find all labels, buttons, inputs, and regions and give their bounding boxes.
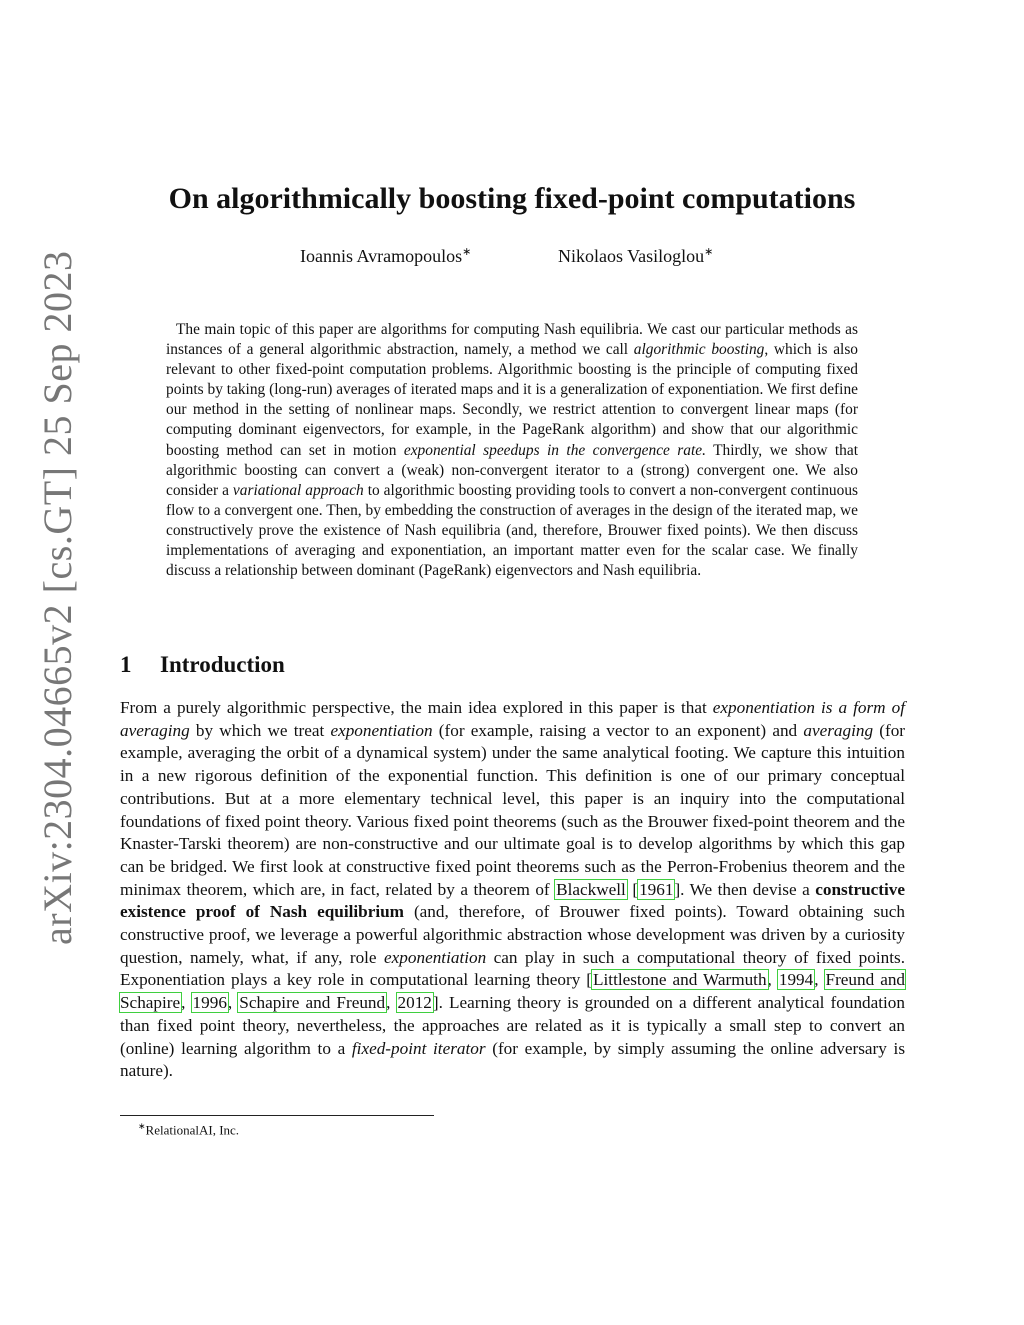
author-name: Nikolaos Vasiloglou <box>558 246 705 266</box>
author-1 <box>300 245 471 267</box>
body-text: (for example, by simply assuming the online adversary is nature). <box>120 1038 906 1081</box>
body-emphasis: fixed-point iterator <box>351 1038 486 1058</box>
section-title: Introduction <box>160 652 285 677</box>
section-heading <box>120 652 720 678</box>
citation-link-1996[interactable]: 1996 <box>192 993 227 1013</box>
author-name: Ioannis Avramopoulos <box>300 246 463 266</box>
introduction-paragraph: From a purely algorithmic perspective, the main idea explored in this paper is that exponentiation is a form of averaging by which we treat exponentiation (for example, raising a vector to an exponent) and averaging (for example, averaging the orbit of a dynamical system) under the same analytical footing. We capture this intuition in a new rigorous definition of the exponential function. This definition is one of our primary conceptual contributions. But at a more elementary technical level, this paper is an inquiry into the computational foundations of fixed point theory. Various fixed point theorems (such as the Brouwer fixed-point theorem and the Knaster-Tarski theorem) are non-constructive and our ultimate goal is to develop algorithms by which this gap can be bridged. We first look at constructive fixed point theorems such as the Perron-Frobenius theorem and the minimax theorem, which are, in fact, related by a theorem of Blackwell [1961]. We then devise a constructive existence proof of Nash equilibrium (and, therefore, of Brouwer fixed points). Toward obtaining such constructive proof, we leverage a powerful algorithmic abstraction whose development was driven by a curiosity question, namely, what, if any, role exponentiation can play in such a computational theory of fixed points. Exponentiation plays a key role in computational learning theory [Littlestone and Warmuth, 1994, Freund and Schapire, 1996, Schapire and Freund, 2012]. Learning theory is grounded on a different analytical foundation than fixed point theory, nevertheless, the approaches are related as it is typically a small step to convert an (online) learning algorithm to a fixed-point iterator (for example, by simply assuming the online adversary is nature). <box>120 698 906 1081</box>
body-emphasis: exponentiation is a form of averaging <box>120 698 905 740</box>
body-text: can play in such a computational theory of fixed points. Exponentiation plays a key role in computational learning theory [ <box>120 947 905 990</box>
body-text: (and, therefore, of Brouwer fixed points). Toward obtaining such constructive proof, we leverage a powerful algorithmic abstraction whose development was driven by a curiosity question, namely, what, if any, role <box>120 902 905 967</box>
body-emphasis: exponentiation <box>384 947 487 967</box>
author-footnote-mark: ∗ <box>462 246 472 258</box>
citation-link-2012[interactable]: 2012 <box>397 993 432 1013</box>
citation-link-schapire-freund[interactable]: Schapire and Freund <box>239 993 386 1013</box>
body-emphasis: exponentiation <box>330 720 433 740</box>
footnote-divider <box>120 1115 434 1116</box>
author-list <box>0 245 1024 269</box>
citation-link-freund-schapire[interactable]: Freund and Schapire <box>120 970 906 1013</box>
body-text: ]. Learning theory is grounded on a different analytical foundation than fixed point theory, nevertheless, the approaches are related as it is typically a small step to convert an (online) learning algorithm to a <box>120 993 905 1058</box>
body-text: (for example, raising a vector to an exponent) and <box>432 720 804 740</box>
body-emphasis: averaging <box>803 720 874 740</box>
author-2 <box>558 245 713 267</box>
body-bold: constructive existence proof of Nash equilibrium <box>120 879 905 922</box>
abstract-text: , which is also relevant to other fixed-point computation problems. Algorithmic boosting is the principle of computing fixed points by taking (long-run) averages of iterated maps and it is a generalization of exponentiation. We first define our method in the setting of nonlinear maps. Secondly, we restrict attention to convergent linear maps (for computing dominant eigenvectors, for example, in the PageRank algorithm) and show that our algorithmic boosting method can set in motion <box>166 341 859 459</box>
body-text: From a purely algorithmic perspective, the main idea explored in this paper is that <box>120 698 713 717</box>
citation-link-1994[interactable]: 1994 <box>778 970 814 990</box>
abstract-emphasis: exponential speedups in the convergence rate. <box>403 441 706 459</box>
body-text: by which we treat <box>189 720 331 740</box>
body-text: (for example, averaging the orbit of a dynamical system) under the same analytical footing. We capture this intuition in a new rigorous definition of the exponential function. This definition is one of our primary conceptual contributions. But at a more elementary technical level, this paper is an inquiry into the computational foundations of fixed point theory. Various fixed point theorems (such as the Brouwer fixed-point theorem and the Knaster-Tarski theorem) are non-constructive and our ultimate goal is to develop algorithms by which this gap can be bridged. We first look at constructive fixed point theorems such as the Perron-Frobenius theorem and the minimax theorem, which are, in fact, related by a theorem of <box>120 720 906 899</box>
abstract-text: Thirdly, we show that algorithmic boosting can convert a (weak) non-convergent iterator to a (strong) convergent one. We also consider a <box>166 441 858 499</box>
arxiv-identifier: arXiv:2304.04665v2 [cs.GT] 25 Sep 2023 <box>35 250 80 945</box>
paper-title: On algorithmically boosting fixed-point computations <box>168 182 856 215</box>
footnote-text: RelationalAI, Inc. <box>145 1122 240 1138</box>
citation-link-blackwell[interactable]: Blackwell <box>556 879 626 899</box>
body-text: ]. We then devise a <box>674 879 816 899</box>
abstract-text: The main topic of this paper are algorithms for computing Nash equilibria. We cast our particular methods as instances of a general algorithmic abstraction, namely, a method we call <box>166 321 858 359</box>
citation-link-1961[interactable]: 1961 <box>639 879 674 899</box>
abstract-text: to algorithmic boosting providing tools to convert a non-convergent continuous flow to a convergent one. Then, by embedding the construction of averages in the design of the iterated map, we constructively prove the existence of Nash equilibria (and, therefore, Brouwer fixed points). We then discuss implementations of averaging and exponentiation, an important matter even for the scalar case. We finally discuss a relationship between dominant (PageRank) eigenvectors and Nash equilibria. <box>166 481 859 580</box>
footnote-mark: ∗ <box>138 1121 146 1131</box>
footnote <box>138 1121 239 1138</box>
abstract <box>166 320 858 581</box>
abstract-emphasis: variational approach <box>232 481 364 499</box>
author-footnote-mark: ∗ <box>704 246 714 258</box>
abstract-emphasis: algorithmic boosting <box>633 341 765 359</box>
section-number: 1 <box>120 652 132 677</box>
citation-link-littlestone-warmuth[interactable]: Littlestone and Warmuth <box>593 970 767 990</box>
